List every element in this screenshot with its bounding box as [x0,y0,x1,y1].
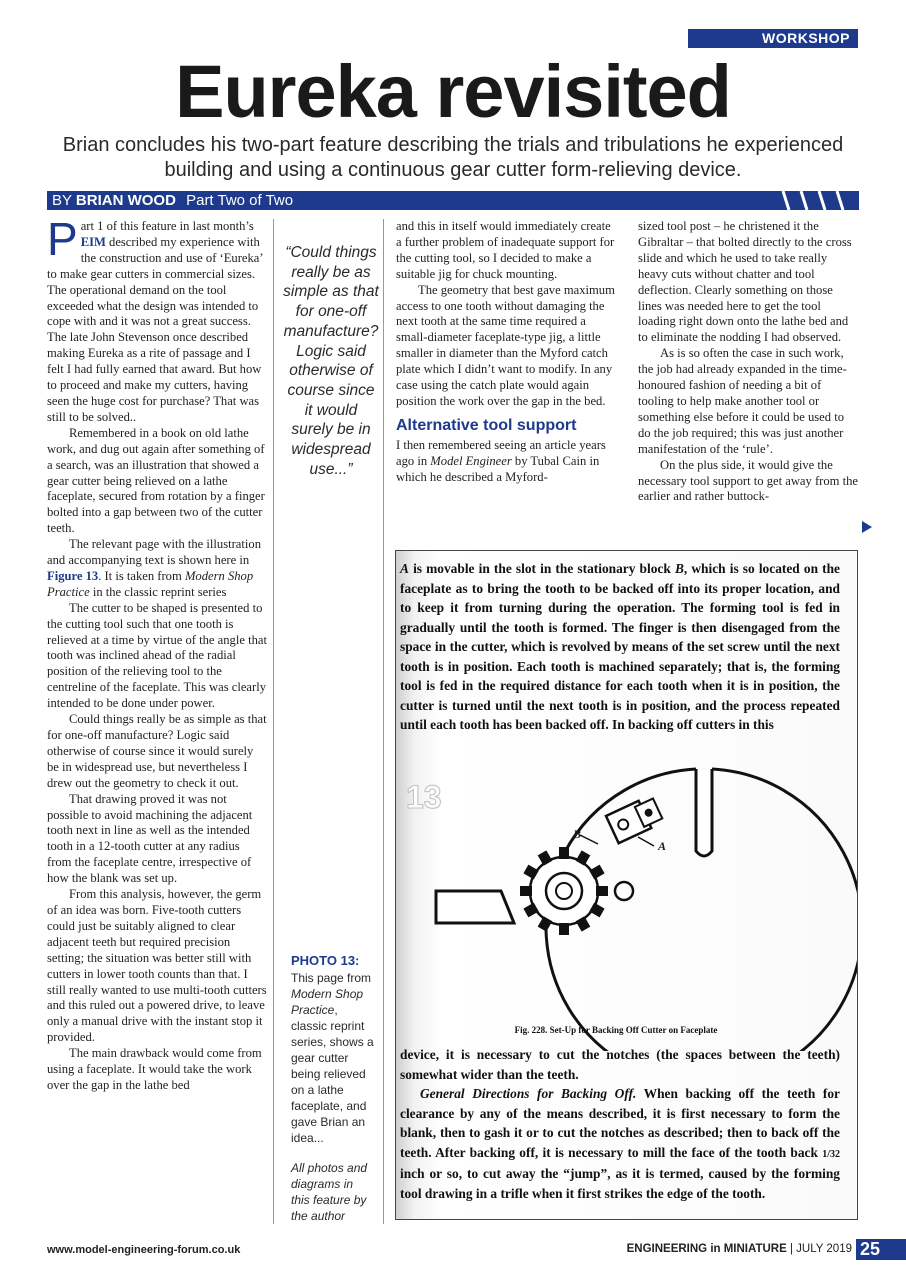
book-title: Modern Shop Practice [47,568,254,599]
caption-text [291,970,375,1146]
column-rule-left [273,219,274,1224]
text-run: When backing off the teeth for clearance by any of the means described, it is first necessary to form the blank, then to gash it or to cut the notches as described; then to back off the teeth. After backing off, it is necessary to mill the face of the tooth back [400,1086,840,1160]
text-run: described my experience with the construction and use of ‘Eureka’ to make gear cutters in commercial sizes. The operational demand on the tool exceeded what the design was intended to cope with and it was not a great success. The late John Stevenson once described making Eureka as a rite of passage and I felt I had fully earned that award. But how to proceed and make my cutters, having seen the huge cost for purchase? That was still to be solved.. [47,234,263,424]
figure-caption: Fig. 228. Set-Up for Backing Off Cutter on Faceplate [514,1025,718,1035]
figure-text-bottom [400,1045,840,1203]
stationary-block [606,795,664,843]
paragraph-11 [396,438,618,486]
paragraph-1 [47,213,267,426]
continue-arrow-icon [862,521,872,533]
paragraph-13: As is so often the case in such work, the job had already expanded in the time-honoured fashion of needing a bit of tooling to help make another tool or something else before it could be used to do the job required; this was just another manifestation of the ‘rule’. [638,346,847,456]
paragraph-3 [47,537,267,601]
paragraph-8: The main drawback would come from using a faceplate. It would take the work over the gap in the lathe bed [47,1046,262,1092]
faceplate-slot [696,769,712,856]
footer-magazine: ENGINEERING in MINIATURE | JULY 2019 [626,1243,852,1255]
article-column-4 [638,219,858,505]
text-run: I then remembered seeing an article years ago in [396,437,606,468]
footer-url-link[interactable]: www.model-engineering-forum.co.uk [47,1244,241,1256]
text-run: , which is so located on the faceplate as to bring the tooth to be backed off into its proper location, and to keep it from turning during the operation. The forming tool is fed in gradually until the tooth is formed. The finger is then disengaged from the space in the cutter, which is revolved by means of the set screw until the next tooth is in position. Each tooth is machined separately; that is, the forming tool is fed in the required distance for each tooth when it is in position, the cutter is turned until the next tooth is in position, and the process repeated until each tooth has been backed off. In backing off cutters in this [400,561,840,732]
text-run: is movable in the slot in the stationary block [408,561,675,576]
paragraph-5: Could things really be as simple as that for one-off manufacture? Logic said otherwise of course since it would surely be in widespread use, but nevertheless I drew out the geometry to check it out. [47,712,267,790]
text-run: by Tubal Cain in which he described a Myford- [396,453,600,484]
text-run: inch or so, to cut away the “jump”, as it is termed, caused by the forming tool drawing in a trifle when it first strikes the edge of the tooth. [400,1166,840,1201]
paragraph-4: The cutter to be shaped is presented to the cutting tool such that one tooth is relieved at a time by virtue of the angle that tooth was inclined ahead of the radial position of the relieving tool to the centreline of the faceplate. This was clearly intended to be done under power. [47,600,267,711]
subheading: Alternative tool support [396,416,577,434]
label-b: B [573,827,582,841]
book-title: Modern Shop Practice [291,987,364,1017]
byline-part: Part Two of Two [186,192,294,209]
fraction: 1/32 [822,1148,840,1160]
figure-number: 13 [406,779,442,815]
forming-tool [436,891,514,923]
gear-cutter [520,847,608,935]
section-tag: WORKSHOP [688,29,858,48]
figure-13 [395,550,858,1220]
figure-subheading: General Directions for Backing Off. [420,1086,637,1101]
text-run: art 1 of this feature in last month’s [80,219,254,233]
faceplate-centre [615,882,633,900]
drop-cap: P [47,213,78,265]
faceplate-diagram [396,551,858,1051]
paragraph-6: That drawing proved it was not possible to avoid machining the adjacent tooth next in line as well as the intended tooth in a 12-tooth cutter at any radius from the faceplate centre, irrespective of how the blank was set up. [47,791,253,886]
magazine-name: ENGINEERING in MINIATURE [626,1243,787,1255]
page-number: 25 [856,1239,906,1260]
text-run: This page from [291,971,372,985]
column-rule-right [383,219,384,1224]
article-column-1 [47,213,267,1094]
paragraph-9: and this in itself would immediately create a further problem of inadequate support for the cutting tool, so I decided to make a suitable jig for chuck mounting. [396,219,615,281]
article-title: Eureka revisited [175,50,731,133]
text-run: A [400,561,409,576]
caption-heading: PHOTO 13: [291,953,360,968]
byline-author: BRIAN WOOD [75,192,176,209]
label-a: A [658,839,667,853]
photo-credit: All photos and diagrams in this feature by the author [291,1161,368,1223]
pull-quote: “Could things really be as simple as that for one-off manufacture? Logic said otherwise of course since it would surely be in widespread use...” [283,244,379,478]
text-run: . It is taken from [98,568,185,583]
paragraph-10: The geometry that best gave maximum access to one tooth without damaging the next tooth at the same time required a small-diameter faceplate-type jig, a little smaller in diameter than the Myford catch plate which I didn’t want to modify. In any case using the catch plate would again position the work over the gap in the bed. [396,282,615,408]
paragraph-7: From this analysis, however, the germ of an idea was born. Five-tooth cutters could just be suitably aligned to clear adjacent teeth but required precision setting; the situation was better still with cutters in lower tooth counts than that. I still really wanted to use multi-tooth cutters and this ruled out a powered drive, to leave only a manual drive with the instant stop it provided. [47,887,267,1045]
figure-13-reference[interactable]: Figure 13 [47,568,99,583]
paragraph-12: sized tool post – he christened it the Gibraltar – that bolted directly to the cross slide and which he used to take really heavy cuts without chatter and tool deflection. Clearly something on those lines was needed here to get the tool loading right down onto the lathe bed and to eliminate the nodding I had observed. [638,219,852,345]
text-run: device, it is necessary to cut the notches (the spaces between the teeth) somewhat wider than the teeth. [400,1047,840,1082]
text-run: B [674,561,684,576]
text-run: The relevant page with the illustration and accompanying text is shown here in [47,537,261,568]
paragraph-2: Remembered in a book on old lathe work, and dug out again after something of a search, was an illustration that showed a gear cutter being relieved on a lathe faceplate, secured from rotation by a finger bolted into a gap between two of the cutter teeth. [47,425,265,536]
byline [47,191,859,210]
text-run: in the classic reprint series [89,584,227,599]
byline-stripes [779,191,855,210]
article-column-3 [396,219,618,486]
text-run: , classic reprint series, shows a gear cutter being relieved on a lathe faceplate, and gave Brian an idea... [291,1003,374,1145]
eim-link[interactable]: EIM [80,234,106,249]
magazine-title: Model Engineer [430,453,512,468]
standfirst: Brian concludes his two-part feature describing the trials and tribulations he experienced building and using a continuous gear cutter form-relieving device. [62,134,844,181]
issue-date: JULY 2019 [796,1243,852,1255]
byline-prefix: BY [52,192,72,209]
paragraph-14: On the plus side, it would give the necessary tool support to get away from the earlier and rather buttock- [638,457,858,504]
photo-caption [291,953,375,1224]
